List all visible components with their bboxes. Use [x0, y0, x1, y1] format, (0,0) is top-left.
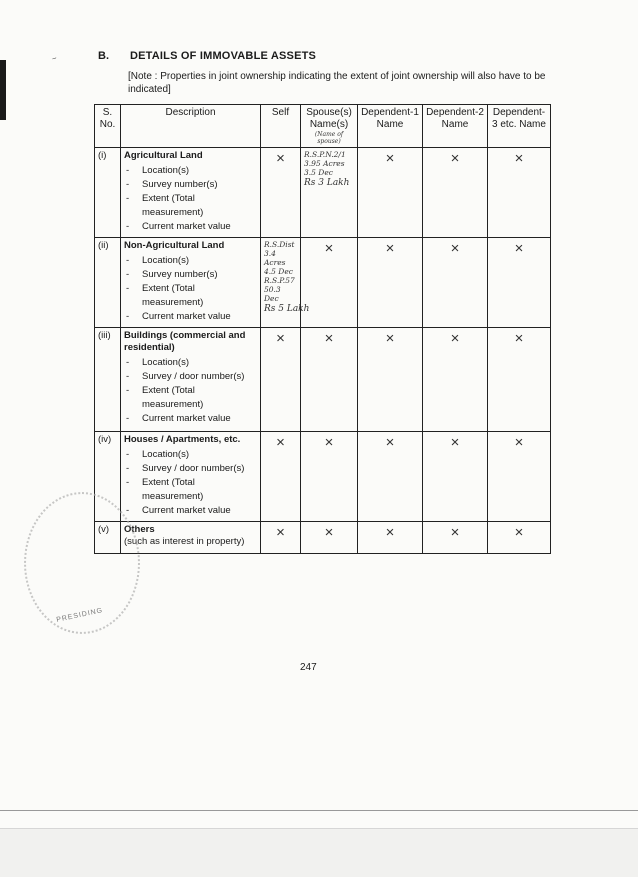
- handwritten-line: R.S.P.N.2/1: [304, 150, 346, 159]
- scan-bottom-rule: [0, 810, 638, 811]
- section-number: B.: [98, 50, 109, 62]
- row-description: [121, 328, 261, 432]
- table-header-row: [95, 105, 551, 148]
- header-self: Self: [261, 105, 301, 148]
- row-title: Others: [124, 524, 155, 535]
- row-sno: (i): [95, 148, 121, 238]
- list-item: - Survey / door number(s): [124, 370, 257, 384]
- mark-dependent-3: ×: [488, 432, 551, 522]
- table-row: [95, 148, 551, 238]
- mark-dependent-2: ×: [423, 522, 488, 554]
- mark-spouse: ×: [301, 328, 358, 432]
- header-sno: S. No.: [95, 105, 121, 148]
- handwritten-line: 3.95 Acres: [304, 159, 345, 168]
- row-sno: (iv): [95, 432, 121, 522]
- list-item: - Location(s): [124, 448, 257, 462]
- mark-dependent-2: ×: [423, 238, 488, 328]
- list-item: - Survey number(s): [124, 268, 257, 282]
- mark-spouse: ×: [301, 522, 358, 554]
- row-title: Houses / Apartments, etc.: [124, 434, 241, 445]
- mark-dependent-2: ×: [423, 328, 488, 432]
- mark-dependent-3: ×: [488, 328, 551, 432]
- header-spouse-label: Spouse(s) Name(s): [306, 107, 352, 130]
- section-title: DETAILS OF IMMOVABLE ASSETS: [130, 50, 317, 62]
- section-note: [Note : Properties in joint ownership indicating the extent of joint ownership will also have to be indicated]: [128, 71, 546, 95]
- list-item: - Location(s): [124, 164, 257, 178]
- mark-dependent-1: ×: [358, 238, 423, 328]
- handwritten-line: 4.5 Dec: [264, 267, 293, 276]
- list-item: - Extent (Total measurement): [124, 282, 257, 310]
- header-dependent-3: Dependent-3 etc. Name: [488, 105, 551, 148]
- subitem-list: [124, 356, 257, 426]
- header-description: Description: [121, 105, 261, 148]
- list-item: - Location(s): [124, 254, 257, 268]
- scan-edge-mark: [0, 60, 6, 120]
- list-item: - Current market value: [124, 310, 257, 324]
- subitem-list: [124, 448, 257, 518]
- scan-bottom-band: [0, 828, 638, 877]
- handwritten-line: 3.4 Acres: [264, 249, 286, 267]
- list-item: - Extent (Total measurement): [124, 192, 257, 220]
- table-row: [95, 522, 551, 554]
- row-sno: (v): [95, 522, 121, 554]
- mark-self: ×: [261, 432, 301, 522]
- table-row: [95, 328, 551, 432]
- list-item: - Survey number(s): [124, 178, 257, 192]
- mark-dependent-3: ×: [488, 238, 551, 328]
- margin-scribble: ~: [50, 53, 59, 64]
- list-item: - Location(s): [124, 356, 257, 370]
- mark-dependent-1: ×: [358, 522, 423, 554]
- mark-dependent-3: ×: [488, 522, 551, 554]
- page-number: 247: [300, 662, 317, 673]
- header-dependent-2: Dependent-2 Name: [423, 105, 488, 148]
- mark-spouse: ×: [301, 432, 358, 522]
- mark-dependent-1: ×: [358, 328, 423, 432]
- row-description: [121, 432, 261, 522]
- table-row: [95, 238, 551, 328]
- seal-text: PRESIDING: [55, 607, 104, 624]
- handwritten-amount: Rs 5 Lakh: [264, 304, 310, 314]
- mark-dependent-1: ×: [358, 148, 423, 238]
- row-title: Non-Agricultural Land: [124, 240, 225, 251]
- mark-self: ×: [261, 148, 301, 238]
- mark-dependent-2: ×: [423, 148, 488, 238]
- spouse-header-handwriting: (Name of spouse): [314, 131, 344, 145]
- row-description: [121, 148, 261, 238]
- handwritten-line: 50.3 Dec: [264, 285, 281, 303]
- handwritten-line: R.S.Dist: [264, 240, 295, 249]
- handwritten-line: R.S.P.57: [264, 276, 295, 285]
- header-dependent-1: Dependent-1 Name: [358, 105, 423, 148]
- mark-dependent-1: ×: [358, 432, 423, 522]
- row-title: Buildings (commercial and residential): [124, 330, 246, 353]
- mark-spouse: ×: [301, 238, 358, 328]
- list-item: - Survey / door number(s): [124, 462, 257, 476]
- mark-self: ×: [261, 328, 301, 432]
- row-sno: (iii): [95, 328, 121, 432]
- row-sno: (ii): [95, 238, 121, 328]
- row-note: (such as interest in property): [124, 536, 245, 547]
- subitem-list: [124, 254, 257, 324]
- list-item: - Current market value: [124, 220, 257, 234]
- mark-self: ×: [261, 522, 301, 554]
- handwritten-amount: Rs 3 Lakh: [304, 178, 350, 188]
- header-spouse: [301, 105, 358, 148]
- row-description: [121, 522, 261, 554]
- row-description: [121, 238, 261, 328]
- list-item: - Extent (Total measurement): [124, 384, 257, 412]
- mark-dependent-2: ×: [423, 432, 488, 522]
- table-row: [95, 432, 551, 522]
- handwritten-line: 3.5 Dec: [304, 168, 333, 177]
- self-handwritten-entry: [261, 238, 310, 328]
- spouse-handwritten-entry: [301, 148, 358, 238]
- list-item: - Current market value: [124, 412, 257, 426]
- list-item: - Current market value: [124, 504, 257, 518]
- subitem-list: [124, 164, 257, 234]
- list-item: - Extent (Total measurement): [124, 476, 257, 504]
- row-title: Agricultural Land: [124, 150, 203, 161]
- mark-dependent-3: ×: [488, 148, 551, 238]
- immovable-assets-table: [94, 104, 551, 554]
